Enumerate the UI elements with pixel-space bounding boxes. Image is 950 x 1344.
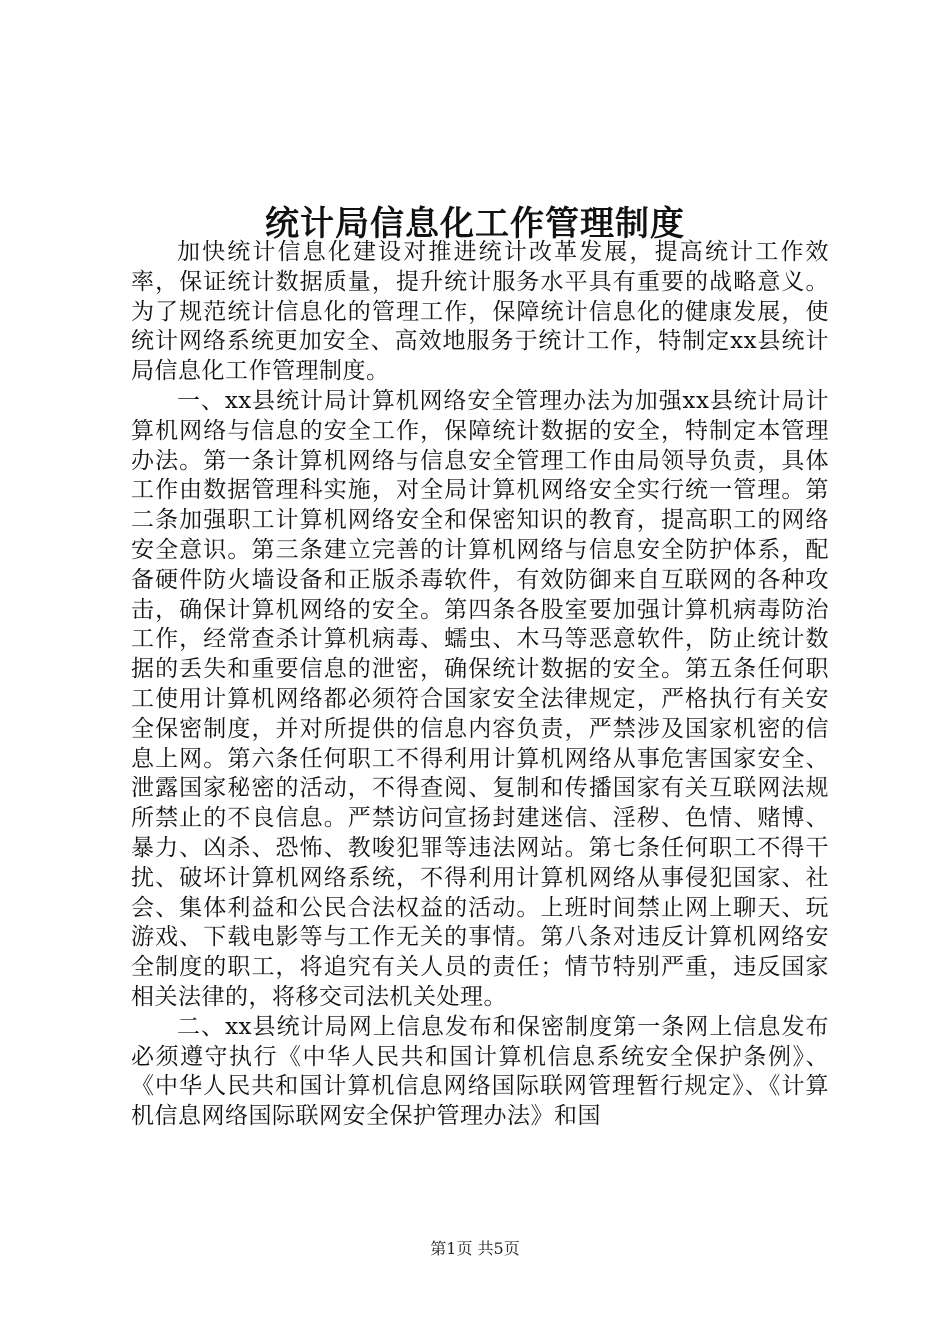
paragraph-intro: 加快统计信息化建设对推进统计改革发展，提高统计工作效率，保证统计数据质量，提升统计服务水平具有重要的战略意义。为了规范统计信息化的管理工作，保障统计信息化的健康发展，使统计网络系统更加安全、高效地服务于统计工作，特制定xx县统计局信息化工作管理制度。 (131, 239, 829, 385)
paragraph-section-1: 一、xx县统计局计算机网络安全管理办法为加强xx县统计局计算机网络与信息的安全工作，保障统计数据的安全，特制定本管理办法。第一条计算机网络与信息安全管理工作由局领导负责，具体工作由数据管理科实施，对全局计算机网络安全实行统一管理。第二条加强职工计算机网络安全和保密知识的教育，提高职工的网络安全意识。第三条建立完善的计算机网络与信息安全防护体系，配备硬件防火墙设备和正版杀毒软件，有效防御来自互联网的各种攻击，确保计算机网络的安全。第四条各股室要加强计算机病毒防治工作，经常查杀计算机病毒、蠕虫、木马等恶意软件，防止统计数据的丢失和重要信息的泄密，确保统计数据的安全。第五条任何职工使用计算机网络都必须符合国家安全法律规定，严格执行有关安全保密制度，并对所提供的信息内容负责，严禁涉及国家机密的信息上网。第六条任何职工不得利用计算机网络从事危害国家安全、泄露国家秘密的活动，不得查阅、复制和传播国家有关互联网法规所禁止的不良信息。严禁访问宣扬封建迷信、淫秽、色情、赌博、暴力、凶杀、恐怖、教唆犯罪等违法网站。第七条任何职工不得干扰、破坏计算机网络系统，不得利用计算机网络从事侵犯国家、社会、集体利益和公民合法权益的活动。上班时间禁止网上聊天、玩游戏、下载电影等与工作无关的事情。第八条对违反计算机网络安全制度的职工，将追究有关人员的责任；情节特别严重，违反国家相关法律的，将移交司法机关处理。 (131, 387, 829, 1010)
document-title: 统计局信息化工作管理制度 (265, 203, 685, 244)
document-body (131, 238, 829, 1132)
page-number-footer: 第1页 共5页 (430, 1239, 520, 1258)
paragraph-section-2: 二、xx县统计局网上信息发布和保密制度第一条网上信息发布必须遵守执行《中华人民共和国计算机信息系统安全保护条例》、《中华人民共和国计算机信息网络国际联网管理暂行规定》、《计算机信息网络国际联网安全保护管理办法》和国 (131, 1013, 829, 1130)
